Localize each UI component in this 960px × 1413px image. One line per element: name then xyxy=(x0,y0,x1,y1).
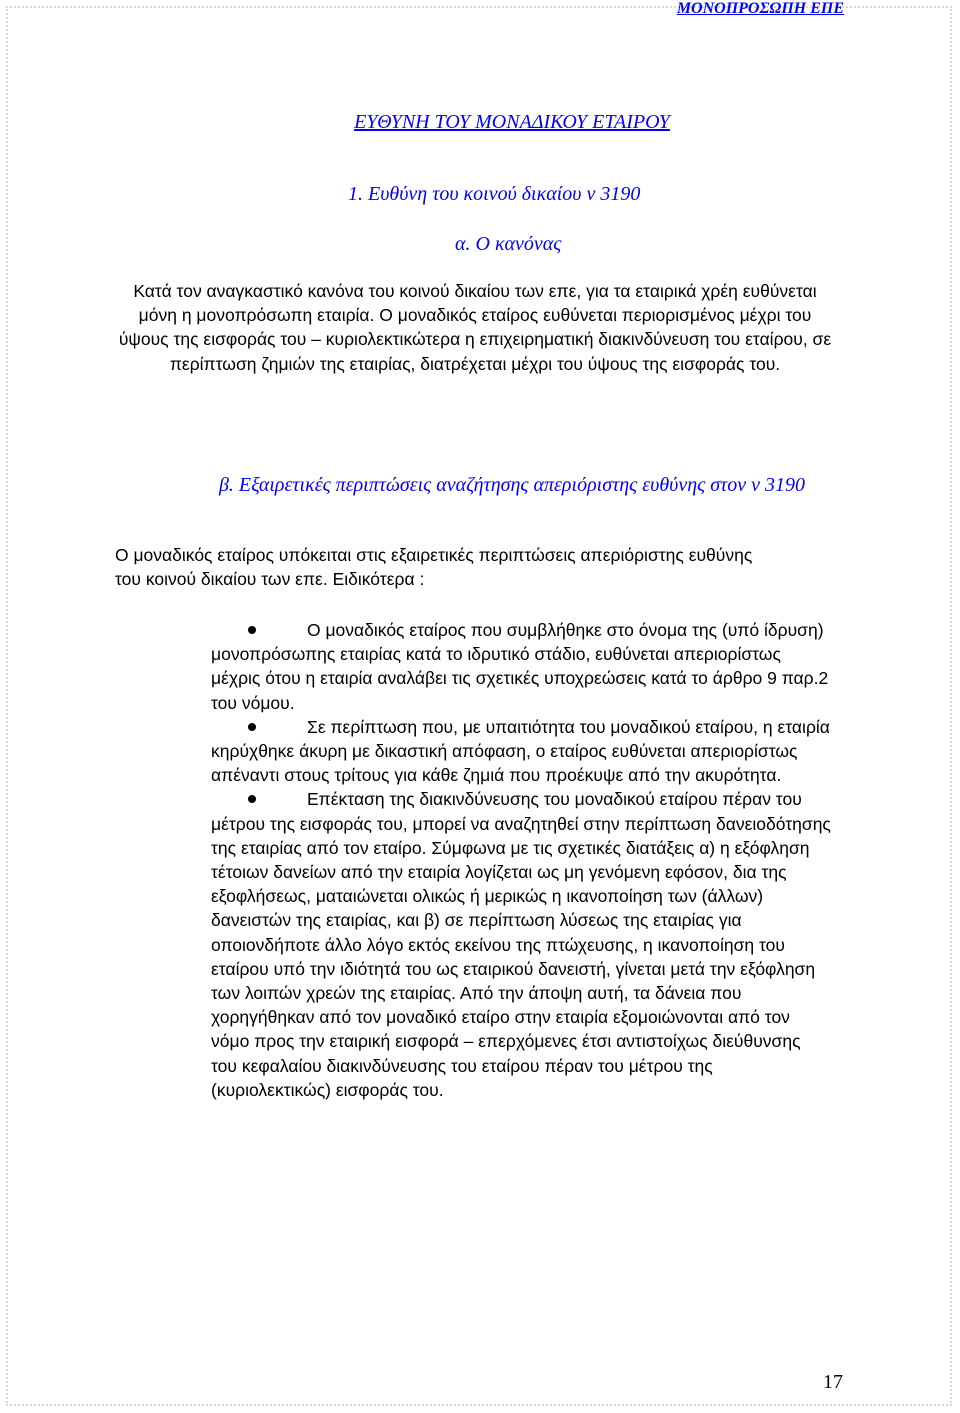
list-item-text: Ο μοναδικός εταίρος που συμβλήθηκε στο όνομα της (υπό ίδρυση) μονοπρόσωπης εταιρίας κατά το ιδρυτικό στάδιο, ευθύνεται απεριορίστως μέχρις ότου η εταιρία αναλάβει τις σχετικές υποχρεώσεις κατά το άρθρο 9 παρ.2 του νόμου. xyxy=(211,620,829,713)
bullet-icon xyxy=(248,626,256,634)
list-item xyxy=(211,618,831,715)
section-1-heading: 1. Ευθύνη του κοινού δικαίου ν 3190 xyxy=(348,183,641,205)
list-item-text: Επέκταση της διακινδύνευσης του μοναδικού εταίρου πέραν του μέτρου της εισφοράς του, μπορεί να αναζητηθεί στην περίπτωση δανειοδότησης της εταιρίας από τον εταίρο. Σύμφωνα με τις σχετικές διατάξεις α) η εξόφληση τέτοιων δανείων από την εταιρία λογίζεται ως μη γενόμενη εφόσον, δια της εξοφλήσεως, ματαιώνεται ολικώς ή μερικώς η ικανοποίηση των (άλλων) δανειστών της εταιρίας, και β) σε περίπτωση λύσεως της εταιρίας για οποιονδήποτε άλλο λόγο εκτός εκείνου της πτώχευσης, η ικανοποίηση του εταίρου υπό την ιδιότητά του ως εταιρικού δανειστή, γίνεται μετά την εξόφληση των λοιπών χρεών της εταιρίας. Από την άποψη αυτή, τα δάνεια που χορηγήθηκαν από τον μοναδικό εταίρο στην εταιρία εξομοιώνονται από τον νόμο προς την εταιρική εισφορά – επερχόμενες έτσι αντιστοίχως διεύθυνσης του κεφαλαίου διακινδύνευσης του εταίρου πέραν του μέτρου της (κυριολεκτικώς) εισφοράς του. xyxy=(211,789,831,1100)
running-header: ΜΟΝΟΠΡΟΣΩΠΗ ΕΠΕ xyxy=(676,0,844,17)
page-number: 17 xyxy=(823,1371,843,1393)
bullet-icon xyxy=(248,723,256,731)
list-item xyxy=(211,787,831,1102)
exceptions-list xyxy=(211,618,831,1102)
section-1a-heading: α. Ο κανόνας xyxy=(455,233,562,255)
document-title: ΕΥΘΥΝΗ ΤΟΥ ΜΟΝΑΔΙΚΟΥ ΕΤΑΙΡΟΥ xyxy=(354,111,670,133)
section-1b-paragraph: Ο μοναδικός εταίρος υπόκειται στις εξαιρετικές περιπτώσεις απεριόριστης ευθύνης του κοινού δικαίου των επε. Ειδικότερα : xyxy=(115,545,753,590)
section-1a-paragraph: Κατά τον αναγκαστικό κανόνα του κοινού δικαίου των επε, για τα εταιρικά χρέη ευθύνεται μόνη η μονοπρόσωπη εταιρία. Ο μοναδικός εταίρος ευθύνεται περιορισμένος μέχρι του ύψους της εισφοράς του – κυριολεκτικώτερα η επιχειρηματική διακινδύνευση του εταίρου, σε περίπτωση ζημιών της εταιρίας, διατρέχεται μέχρι του ύψους της εισφοράς του. xyxy=(118,281,832,374)
list-item-text: Σε περίπτωση που, με υπαιτιότητα του μοναδικού εταίρου, η εταιρία κηρύχθηκε άκυρη με δικαστική απόφαση, ο εταίρος ευθύνεται απεριορίστως απέναντι στους τρίτους για κάθε ζημιά που προέκυψε από την ακυρότητα. xyxy=(211,716,830,786)
section-1b-heading: β. Εξαιρετικές περιπτώσεις αναζήτησης απεριόριστης ευθύνης στον ν 3190 xyxy=(218,474,806,496)
bullet-icon xyxy=(248,795,256,803)
list-item xyxy=(211,715,831,788)
